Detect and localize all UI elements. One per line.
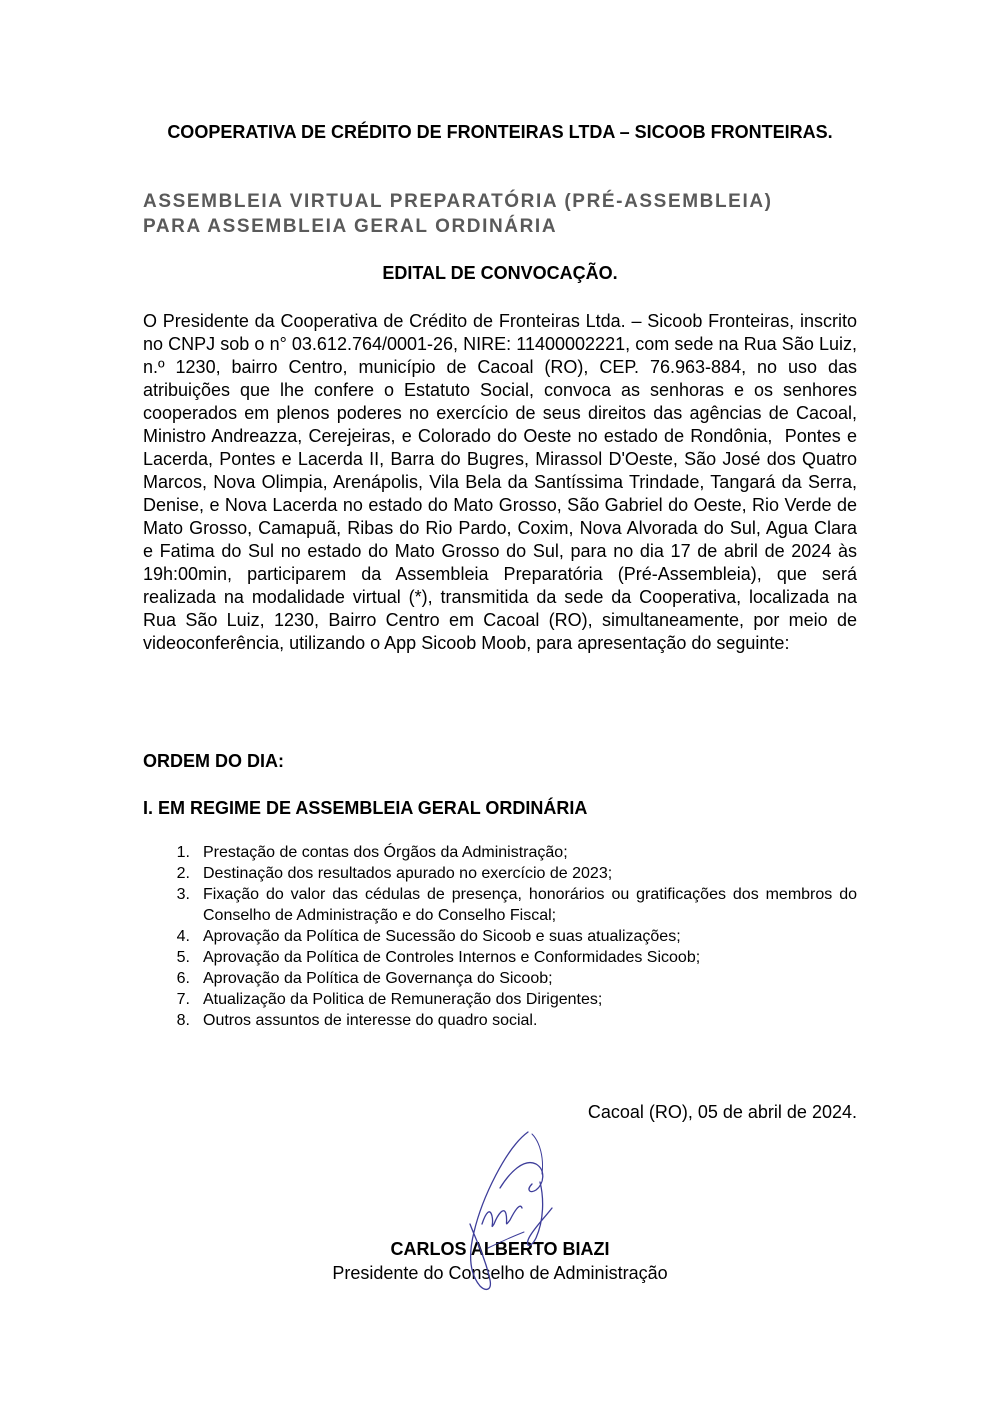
assembly-subtitle-line-1: ASSEMBLEIA VIRTUAL PREPARATÓRIA (PRÉ-ASSEMBLEIA) (143, 191, 773, 212)
agenda-item (143, 947, 857, 968)
agenda-item-number: 4. (176, 928, 190, 945)
cooperative-title: COOPERATIVA DE CRÉDITO DE FRONTEIRAS LTDA – SICOOB FRONTEIRAS. (167, 122, 833, 142)
agenda-item-text: Aprovação da Política de Controles Internos e Conformidades Sicoob; (203, 949, 701, 966)
agenda-item (143, 926, 857, 947)
agenda-item (143, 842, 857, 863)
regime-heading: I. EM REGIME DE ASSEMBLEIA GERAL ORDINÁRIA (143, 798, 588, 818)
agenda-item-text: Prestação de contas dos Órgãos da Administração; (203, 844, 568, 861)
ordem-do-dia-heading: ORDEM DO DIA: (143, 751, 284, 771)
agenda-item-number: 3. (176, 886, 190, 903)
date-line: Cacoal (RO), 05 de abril de 2024. (587, 1102, 857, 1122)
agenda-item-number: 5. (176, 949, 190, 966)
agenda-item-text: Destinação dos resultados apurado no exercício de 2023; (203, 865, 613, 882)
agenda-item-number: 1. (176, 844, 190, 861)
agenda-item (143, 884, 857, 926)
agenda-item-text: Outros assuntos de interesse do quadro social. (203, 1012, 538, 1029)
assembly-subtitle (143, 189, 857, 239)
agenda-item-text: Aprovação da Política de Governança do Sicoob; (203, 970, 553, 987)
agenda-item (143, 968, 857, 989)
agenda-item-text: Atualização da Politica de Remuneração dos Dirigentes; (203, 991, 603, 1008)
agenda-list (143, 842, 857, 1031)
agenda-item-text: Aprovação da Política de Sucessão do Sicoob e suas atualizações; (203, 928, 681, 945)
agenda-item-number: 8. (176, 1012, 190, 1029)
agenda-item (143, 989, 857, 1010)
assembly-subtitle-line-2: PARA ASSEMBLEIA GERAL ORDINÁRIA (143, 216, 558, 237)
agenda-item-number: 2. (176, 865, 190, 882)
agenda-item (143, 1010, 857, 1031)
signature-stroke (470, 1132, 552, 1289)
agenda-item-text: Fixação do valor das cédulas de presença, honorários ou gratificações dos membros do Conselho de Administração e do Conselho Fiscal; (203, 886, 857, 924)
agenda-item (143, 863, 857, 884)
edital-title: EDITAL DE CONVOCAÇÃO. (382, 263, 618, 283)
convocation-body: O Presidente da Cooperativa de Crédito de Fronteiras Ltda. – Sicoob Fronteiras, inscrito no CNPJ sob o n° 03.612.764/0001-26, NIRE: 11400002221, com sede na Rua São Luiz, n.º 1230, bairro Centro, município de Cacoal (RO), CEP. 76.963-884, no uso das atribuições que lhe confere o Estatuto Social, convoca as senhoras e os senhores cooperados em plenos poderes no exercício de seus direitos das agências de Cacoal, Ministro Andreazza, Cerejeiras, e Colorado do Oeste no estado de Rondônia, Pontes e Lacerda, Pontes e Lacerda II, Barra do Bugres, Mirassol D'Oeste, São José dos Quatro Marcos, Nova Olimpia, Arenápolis, Vila Bela da Santíssima Trindade, Tangará da Serra, Denise, e Nova Lacerda no estado do Mato Grosso, São Gabriel do Oeste, Rio Verde de Mato Grosso, Camapuã, Ribas do Rio Pardo, Coxim, Nova Alvorada do Sul, Agua Clara e Fatima do Sul no estado do Mato Grosso do Sul, para no dia 17 de abril de 2024 às 19h:00min, participarem da Assembleia Preparatória (Pré-Assembleia), que será realizada na modalidade virtual (*), transmitida da sede da Cooperativa, localizada na Rua São Luiz, 1230, Bairro Centro em Cacoal (RO), simultaneamente, por meio de videoconferência, utilizando o App Sicoob Moob, para apresentação do seguinte: (143, 311, 863, 653)
handwritten-signature (440, 1128, 580, 1296)
signer-name: CARLOS ALBERTO BIAZI (390, 1239, 610, 1259)
signer-role: Presidente do Conselho de Administração (332, 1263, 668, 1283)
agenda-item-number: 6. (176, 970, 190, 987)
agenda-item-number: 7. (176, 991, 190, 1008)
